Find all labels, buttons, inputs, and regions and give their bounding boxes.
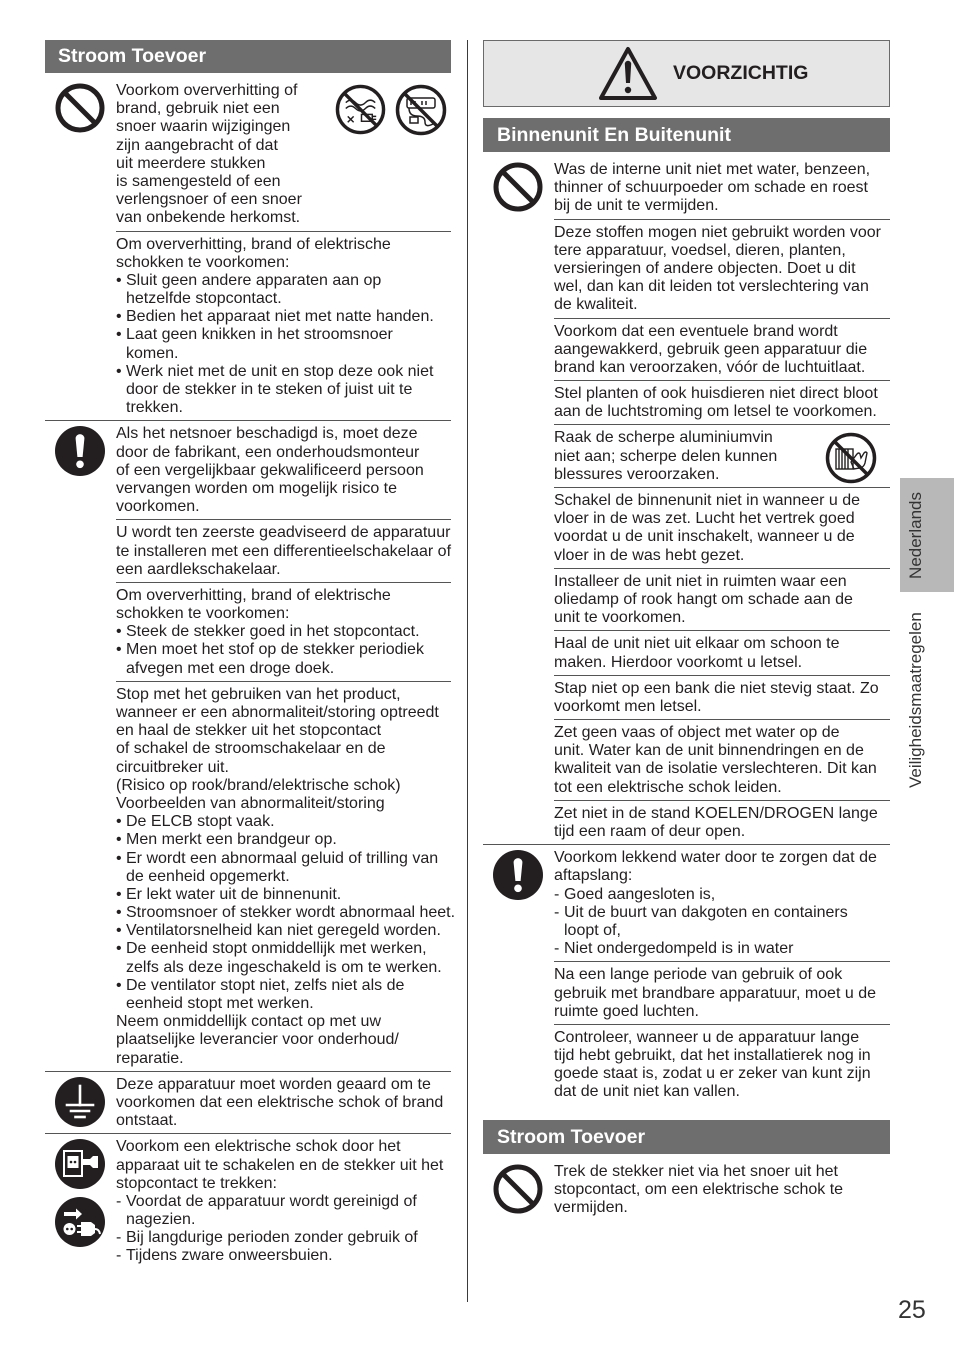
bullet-item: [116, 326, 451, 362]
warning-item: [554, 569, 890, 632]
text-line: Stap niet op een bank die niet stevig staat. Zo: [554, 679, 879, 697]
text-line: Uit de buurt van dakgoten en containers: [564, 903, 848, 921]
text-line: stopcontact, om een elektrische schok te: [554, 1180, 844, 1198]
bullet-mark: •: [116, 849, 122, 867]
warning-item: [554, 801, 890, 844]
warning-group: [45, 78, 451, 421]
text-line: stopcontact te trekken:: [116, 1174, 277, 1192]
text-line: ruimte goed luchten.: [554, 1002, 699, 1020]
bullet-mark: •: [116, 904, 122, 922]
text-line: eenheid stopt met werken.: [126, 995, 314, 1012]
text-line: gebruik met brandbare apparatuur, moet u de: [554, 984, 876, 1002]
bullet-mark: •: [116, 831, 122, 849]
bullet-mark: -: [116, 1247, 122, 1265]
text-line: reparatie.: [116, 1049, 184, 1067]
warning-item: [116, 1072, 451, 1134]
bullet-item: [116, 641, 451, 677]
text-line: plaatselijke leverancier voor onderhoud/: [116, 1031, 399, 1049]
warning-triangle-icon: [598, 45, 658, 102]
text-line: en haal de stekker uit het stopcontact: [116, 722, 382, 740]
text-line: U wordt ten zeerste geadviseerd de apparatuur: [116, 524, 451, 542]
bullet-item: [116, 623, 451, 641]
warning-item: [554, 962, 890, 1025]
bullet-mark: •: [116, 271, 122, 289]
text-line: Men merkt een brandgeur op.: [126, 831, 337, 849]
text-line: zijn aangebracht of dat: [116, 136, 278, 154]
caution-label: VOORZICHTIG: [673, 62, 809, 84]
text-line: bij de unit te vermijden.: [554, 197, 719, 215]
text-line: vloer in de was zet. Lucht het vertrek goed: [554, 510, 855, 528]
text-line: Laat geen knikken in het stroomsnoer: [126, 326, 393, 344]
prohibition-icon: [493, 162, 543, 212]
text-line: tere apparatuur, voedsel, dieren, planten,: [554, 241, 846, 259]
text-line: tijd een raam of deur open.: [554, 823, 746, 840]
text-line: de kwaliteit.: [554, 296, 638, 314]
warning-item: [554, 425, 890, 488]
text-line: afvegen met een droge doek.: [126, 659, 335, 677]
bullet-item: [116, 1229, 451, 1247]
mandatory-icon: [55, 426, 105, 476]
text-line: versieringen of andere objecten. Doet u dit: [554, 259, 856, 277]
text-line: Was de interne unit niet met water, benzeen,: [554, 161, 871, 178]
text-line: of schakel de stroomschakelaar en de: [116, 740, 386, 758]
group-icon-column: [55, 83, 107, 141]
text-line: unit te voorkomen.: [554, 609, 686, 627]
warning-item: [554, 220, 890, 319]
text-line: Voordat de apparatuur wordt gereinigd of: [126, 1192, 417, 1210]
bullet-item: [116, 813, 451, 831]
text-line: Voorkom een elektrische schok door het: [116, 1138, 401, 1156]
text-line: brand, gebruik niet een: [116, 100, 280, 118]
text-line: loopt of,: [564, 921, 621, 939]
bullet-mark: -: [554, 903, 560, 921]
text-line: kwaliteit van de isolatie verslechteren. Dit kan: [554, 760, 877, 778]
bullet-item: [116, 904, 456, 922]
bullet-item: [116, 308, 451, 326]
bullet-mark: •: [116, 641, 122, 659]
safety-section: [483, 118, 890, 1105]
text-line: Ventilatorsnelheid kan niet geregeld worden.: [126, 922, 441, 940]
safety-section: [483, 1120, 890, 1221]
no-extension-cord-icon: [395, 84, 447, 136]
chapter-side-label: Veiligheidsmaatregelen: [906, 612, 925, 788]
bullet-item: [116, 1193, 451, 1229]
right-sections: [483, 118, 890, 1220]
no-modified-cord-icon: [335, 84, 386, 135]
text-line: oliedamp of rook hangt om schade aan de: [554, 590, 853, 608]
text-line: schokken te voorkomen:: [116, 253, 290, 271]
text-line: aftapslang:: [554, 867, 633, 885]
warning-item: [116, 78, 451, 232]
text-line: Er lekt water uit de binnenunit.: [126, 885, 342, 903]
text-line: Tijdens zware onweersbuien.: [126, 1247, 333, 1265]
group-items: [116, 421, 456, 1070]
warning-item: [554, 676, 890, 720]
text-line: Deze apparatuur moet worden geaard om te: [116, 1075, 431, 1093]
text-line: tot een elektrische schok leiden.: [554, 778, 782, 796]
mandatory-icon: [493, 850, 543, 900]
text-line: van onbekende herkomst.: [116, 209, 301, 227]
warning-item: [116, 520, 451, 583]
warning-item: [554, 319, 890, 382]
bullet-item: [116, 1247, 451, 1265]
bullet-mark: -: [554, 940, 560, 958]
warning-item: [554, 1025, 890, 1105]
text-line: aan de luchtstroming om letsel te voorkomen.: [554, 403, 877, 421]
text-line: de eenheid opgemerkt.: [126, 867, 290, 885]
group-items: [116, 1072, 451, 1134]
bullet-mark: -: [554, 885, 560, 903]
warning-group: [45, 421, 456, 1071]
text-line: Raak de scherpe aluminiumvin: [554, 429, 773, 447]
bullet-item: [554, 886, 890, 904]
unplug-plug-icon: [55, 1197, 105, 1247]
text-line: maken. Hierdoor voorkomt u letsel.: [554, 653, 803, 671]
bullet-mark: •: [116, 623, 122, 641]
text-line: voordat u de unit inschakelt, wanneer u de: [554, 528, 855, 546]
text-line: Na een lange periode van gebruik of ook: [554, 966, 843, 984]
text-line: vermijden.: [554, 1199, 628, 1216]
text-line: Men moet het stof op de stekker periodiek: [126, 641, 424, 659]
text-line: Zet geen vaas of object met water op de: [554, 724, 840, 742]
group-icon-column: [493, 162, 545, 220]
bullet-mark: •: [116, 940, 122, 958]
text-line: Voorbeelden van abnormaliteit/storing: [116, 794, 385, 812]
warning-item: [554, 631, 890, 675]
text-line: Om oververhitting, brand of elektrische: [116, 586, 391, 604]
group-icon-column: [55, 1077, 107, 1135]
bullet-mark: •: [116, 976, 122, 994]
text-line: apparaat uit te schakelen en de stekker uit het: [116, 1156, 444, 1174]
warning-group: [483, 157, 890, 845]
text-line: niet aan; scherpe delen kunnen: [554, 447, 778, 465]
page-number: 25: [898, 1296, 926, 1324]
group-icon-column: [493, 850, 545, 908]
text-line: Trek de stekker niet via het snoer uit het: [554, 1162, 838, 1180]
text-line: vloer in de was hebt gezet.: [554, 546, 745, 564]
language-tab: [900, 478, 954, 592]
section-header: Stroom Toevoer: [45, 40, 451, 73]
text-line: Schakel de binnenunit niet in wanneer u de: [554, 492, 860, 509]
bullet-item: [554, 940, 890, 958]
group-items: [554, 1159, 890, 1221]
prohibition-icon: [55, 83, 105, 133]
text-line: Bij langdurige perioden zonder gebruik of: [126, 1229, 418, 1247]
text-line: hetzelfde stopcontact.: [126, 290, 282, 308]
warning-group: [483, 845, 890, 1104]
column-divider: [467, 40, 468, 1302]
text-line: te installeren met een differentieelschakelaar of: [116, 542, 452, 560]
text-line: De ELCB stopt vaak.: [126, 813, 275, 831]
warning-item: [116, 421, 451, 520]
section-header: Stroom Toevoer: [483, 1120, 890, 1154]
text-line: schokken te voorkomen:: [116, 605, 290, 623]
warning-group: [45, 1072, 451, 1135]
group-icon-column: [493, 1164, 545, 1222]
text-line: thinner of schuurpoeder om schade en roest: [554, 179, 868, 197]
bullet-item: [116, 977, 451, 1013]
no-touch-fin-icon: [825, 432, 877, 484]
bullet-item: [116, 940, 451, 976]
text-line: door de stekker in te steken of juist uit te: [126, 381, 413, 398]
right-column: [483, 40, 890, 1220]
text-line: vervangen worden om mogelijk risico te: [116, 479, 398, 497]
text-line: Als het netsnoer beschadigd is, moet deze: [116, 425, 418, 443]
text-line: trekken.: [126, 399, 183, 417]
bullet-mark: •: [116, 362, 122, 380]
text-line: Haal de unit niet uit elkaar om schoon te: [554, 635, 840, 653]
text-line: Niet ondergedompeld is in water: [564, 940, 794, 958]
text-line: aangewakkerd, gebruik geen apparatuur die: [554, 340, 868, 358]
warning-item: [554, 1159, 890, 1221]
text-line: Stroomsnoer of stekker wordt abnormaal heet.: [126, 904, 456, 922]
text-line: voorkomen.: [116, 498, 200, 516]
text-line: Werk niet met de unit en stop deze ook niet: [126, 362, 434, 380]
bullet-item: [116, 363, 451, 418]
text-line: blessures veroorzaken.: [554, 465, 720, 483]
text-line: De ventilator stopt niet, zelfs niet als de: [126, 976, 405, 994]
caution-banner: [483, 40, 890, 107]
text-line: (Risico op rook/brand/elektrische schok): [116, 776, 401, 794]
section-header: Binnenunit En Buitenunit: [483, 118, 890, 152]
text-line: Neem onmiddellijk contact op met uw: [116, 1013, 382, 1031]
text-line: voorkomt men letsel.: [554, 697, 702, 715]
ground-icon: [55, 1077, 105, 1127]
warning-item: [554, 488, 890, 569]
text-line: Installeer de unit niet in ruimten waar een: [554, 572, 847, 590]
bullet-item: [116, 886, 451, 904]
text-line: Er wordt een abnormaal geluid of trilling van: [126, 849, 439, 867]
text-line: snoer waarin wijzigingen: [116, 118, 291, 136]
bullet-item: [116, 850, 451, 886]
prohibition-icon: [493, 1164, 543, 1214]
text-line: nagezien.: [126, 1211, 196, 1229]
text-line: brand kan veroorzaken, vóór de luchtuitlaat.: [554, 358, 866, 376]
text-line: Zet niet in de stand KOELEN/DROGEN lange: [554, 804, 878, 822]
text-line: zelfs als deze ingeschakeld is om te werken.: [126, 958, 442, 976]
bullet-mark: -: [116, 1229, 122, 1247]
text-line: uit meerdere stukken: [116, 154, 266, 172]
warning-item: [116, 682, 456, 1071]
bullet-mark: •: [116, 308, 122, 326]
text-line: Bedien het apparaat niet met natte handen.: [126, 308, 434, 326]
text-line: Controleer, wanneer u de apparatuur lange: [554, 1028, 860, 1046]
warning-item: [116, 232, 451, 421]
text-line: Stop met het gebruiken van het product,: [116, 685, 401, 703]
group-items: [116, 78, 451, 420]
text-line: Voorkom oververhitting of: [116, 82, 298, 99]
text-line: Om oververhitting, brand of elektrische: [116, 235, 391, 253]
text-line: dat de unit niet kan vallen.: [554, 1083, 740, 1101]
text-line: wanneer er een abnormaliteit/storing optreedt: [116, 704, 439, 721]
bullet-mark: •: [116, 813, 122, 831]
text-line: komen.: [126, 344, 179, 362]
bullet-item: [554, 904, 890, 940]
text-line: door de fabrikant, een onderhoudsmonteur: [116, 443, 420, 461]
text-line: of een vergelijkbaar gekwalificeerd persoon: [116, 461, 424, 479]
text-line: voorkomen dat een elektrische schok of brand: [116, 1093, 444, 1111]
left-column: [45, 40, 456, 1269]
group-items: [554, 845, 890, 1104]
text-line: is samengesteld of een: [116, 172, 281, 190]
text-line: Sluit geen andere apparaten aan op: [126, 271, 382, 289]
text-line: Stel planten of ook huisdieren niet direct bloot: [554, 385, 878, 403]
text-line: een aardlekschakelaar.: [116, 560, 281, 578]
text-line: verlengsnoer of een snoer: [116, 191, 302, 209]
bullet-item: [116, 922, 451, 940]
group-icon-column: [55, 1139, 107, 1255]
text-line: goede staat is, zodat u er zeker van kunt zijn: [554, 1065, 871, 1083]
text-line: circuitbreker uit.: [116, 758, 229, 776]
bullet-mark: •: [116, 326, 122, 344]
group-items: [554, 157, 890, 844]
text-line: tijd hebt gebruikt, dat het installatierek nog in: [554, 1047, 871, 1065]
text-line: ontstaat.: [116, 1112, 178, 1130]
bullet-mark: •: [116, 922, 122, 940]
bullet-item: [116, 272, 451, 308]
group-items: [116, 1134, 451, 1268]
text-line: Goed aangesloten is,: [564, 885, 716, 903]
safety-section: [45, 40, 456, 1269]
text-line: Deze stoffen mogen niet gebruikt worden voor: [554, 223, 882, 241]
warning-item: [554, 157, 890, 220]
text-line: unit. Water kan de unit binnendringen en de: [554, 742, 864, 760]
text-line: Voorkom lekkend water door te zorgen dat de: [554, 849, 877, 867]
warning-group: [483, 1159, 890, 1221]
bullet-item: [116, 831, 451, 849]
bullet-mark: •: [116, 885, 122, 903]
text-line: De eenheid stopt onmiddellijk met werken,: [126, 940, 427, 958]
warning-item: [116, 583, 451, 682]
text-line: wel, dan kan dit leiden tot verslechtering van: [554, 278, 869, 296]
group-icon-column: [55, 426, 107, 484]
warning-item: [554, 381, 890, 425]
text-line: Voorkom dat een eventuele brand wordt: [554, 322, 838, 340]
bullet-mark: -: [116, 1192, 122, 1210]
warning-item: [554, 720, 890, 801]
warning-item: [554, 845, 890, 962]
warning-item: [116, 1134, 451, 1268]
unplug-socket-icon: [55, 1139, 105, 1189]
language-tab-label: Nederlands: [906, 491, 925, 579]
text-line: Steek de stekker goed in het stopcontact.: [126, 623, 420, 641]
warning-group: [45, 1134, 451, 1268]
